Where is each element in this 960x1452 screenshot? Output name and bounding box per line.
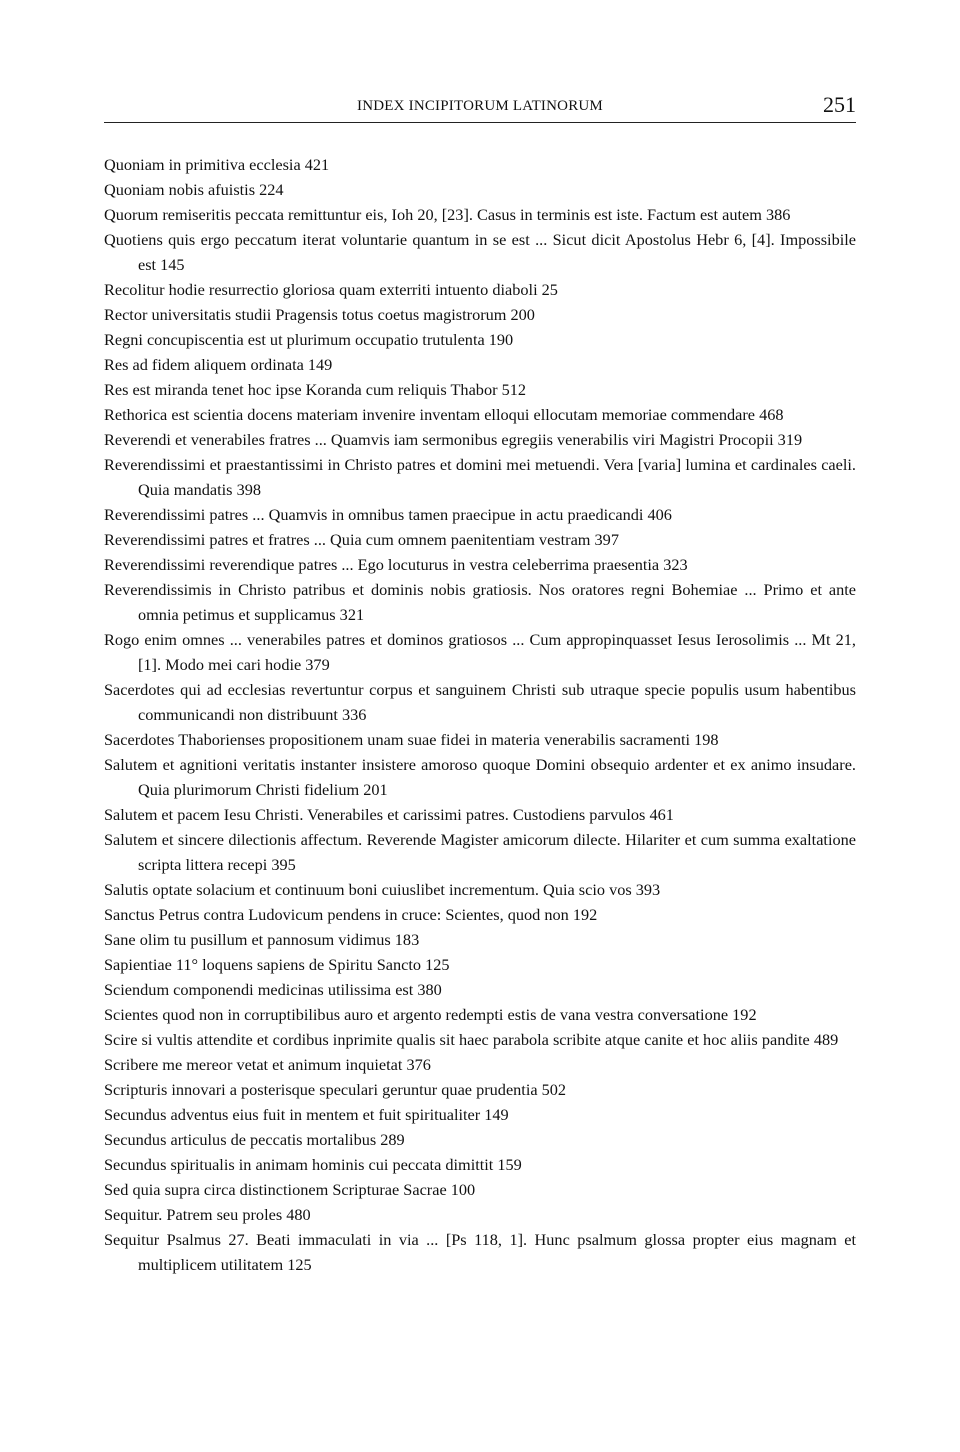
- index-entry: Scripturis innovari a posterisque speculari geruntur quae prudentia 502: [104, 1080, 567, 1099]
- index-entry: Recolitur hodie resurrectio gloriosa quam exterriti intuento diaboli 25: [104, 280, 558, 299]
- index-entry: Reverendissimis in Christo patribus et dominis nobis gratiosis. Nos oratores regni Bohemiae ... Primo et ante omnia petimus et supplicamus 321: [104, 580, 856, 624]
- index-entry: Salutem et sincere dilectionis affectum. Reverende Magister amicorum dilecte. Hilariter et cum summa exaltatione scripta littera recepi 395: [104, 830, 856, 874]
- index-entry: Sed quia supra circa distinctionem Scripturae Sacrae 100: [104, 1180, 476, 1199]
- index-entry: Scire si vultis attendite et cordibus inprimite qualis sit haec parabola scribite atque canite et hoc aliis pandite 489: [104, 1030, 839, 1049]
- running-head: [104, 92, 856, 122]
- index-entry: Rethorica est scientia docens materiam invenire inventam elloqui ellocutam memoriae commendare 468: [104, 405, 784, 424]
- index-entry: Secundus spiritualis in animam hominis cui peccata dimittit 159: [104, 1155, 522, 1174]
- index-entry: Sapientiae 11° loquens sapiens de Spiritu Sancto 125: [104, 955, 450, 974]
- index-entry: Secundus adventus eius fuit in mentem et fuit spiritualiter 149: [104, 1105, 509, 1124]
- index-entry: Sane olim tu pusillum et pannosum vidimus 183: [104, 930, 420, 949]
- index-entry: Quorum remiseritis peccata remittuntur eis, Ioh 20, [23]. Casus in terminis est iste. Factum est autem 386: [104, 205, 791, 224]
- index-entry: Reverendissimi patres et fratres ... Quia cum omnem paenitentiam vestram 397: [104, 530, 619, 549]
- index-entry: Scientes quod non in corruptibilibus auro et argento redempti estis de vana vestra conversatione 192: [104, 1005, 757, 1024]
- running-title: INDEX INCIPITORUM LATINORUM: [357, 98, 603, 114]
- index-entry: Sacerdotes qui ad ecclesias revertuntur corpus et sanguinem Christi sub utraque specie populis usum habentibus communicandi non distribuunt 336: [104, 680, 856, 724]
- index-entry: Sanctus Petrus contra Ludovicum pendens in cruce: Scientes, quod non 192: [104, 905, 598, 924]
- index-entry: Regni concupiscentia est ut plurimum occupatio trutulenta 190: [104, 330, 514, 349]
- index-entry: Rogo enim omnes ... venerabiles patres et dominos gratiosos ... Cum appropinquasset Iesus Ierosolimis ... Mt 21, [1]. Modo mei cari hodie 379: [104, 630, 856, 674]
- index-entries: [104, 152, 856, 1277]
- index-entry: Res ad fidem aliquem ordinata 149: [104, 355, 333, 374]
- index-entry: Sequitur Psalmus 27. Beati immaculati in via ... [Ps 118, 1]. Hunc psalmum glossa propter eius magnam et multiplicem utilitatem 125: [104, 1230, 856, 1274]
- index-entry: Salutem et agnitioni veritatis instanter insistere amoroso quoque Domini obsequio ardenter et ex animo insudare. Quia plurimorum Christi fidelium 201: [104, 755, 856, 799]
- index-entry: Reverendissimi patres ... Quamvis in omnibus tamen praecipue in actu praedicandi 406: [104, 505, 672, 524]
- index-entry: Scribere me mereor vetat et animum inquietat 376: [104, 1055, 431, 1074]
- index-entry: Reverendissimi et praestantissimi in Christo patres et domini mei metuendi. Vera [varia] lumina et cardinales caeli. Quia mandatis 398: [104, 455, 856, 499]
- index-entry: Res est miranda tenet hoc ipse Koranda cum reliquis Thabor 512: [104, 380, 526, 399]
- index-entry: Reverendissimi reverendique patres ... Ego locuturus in vestra celeberrima praesentia 323: [104, 555, 688, 574]
- index-entry: Quotiens quis ergo peccatum iterat voluntarie quantum in se est ... Sicut dicit Apostolus Hebr 6, [4]. Impossibile est 145: [104, 230, 856, 274]
- index-entry: Quoniam nobis afuistis 224: [104, 180, 284, 199]
- index-entry: Secundus articulus de peccatis mortalibus 289: [104, 1130, 405, 1149]
- index-entry: Quoniam in primitiva ecclesia 421: [104, 155, 330, 174]
- header-rule: [104, 122, 856, 123]
- index-entry: Salutis optate solacium et continuum boni cuiuslibet incrementum. Quia scio vos 393: [104, 880, 661, 899]
- index-entry: Rector universitatis studii Pragensis totus coetus magistrorum 200: [104, 305, 535, 324]
- index-entry: Salutem et pacem Iesu Christi. Venerabiles et carissimi patres. Custodiens parvulos 461: [104, 805, 674, 824]
- index-entry: Reverendi et venerabiles fratres ... Quamvis iam sermonibus egregiis venerabilis viri Magistri Procopii 319: [104, 430, 803, 449]
- index-entry: Sequitur. Patrem seu proles 480: [104, 1205, 311, 1224]
- page-number: 251: [823, 92, 856, 117]
- index-entry: Sciendum componendi medicinas utilissima est 380: [104, 980, 442, 999]
- index-entry: Sacerdotes Thaborienses propositionem unam suae fidei in materia venerabilis sacramenti 198: [104, 730, 719, 749]
